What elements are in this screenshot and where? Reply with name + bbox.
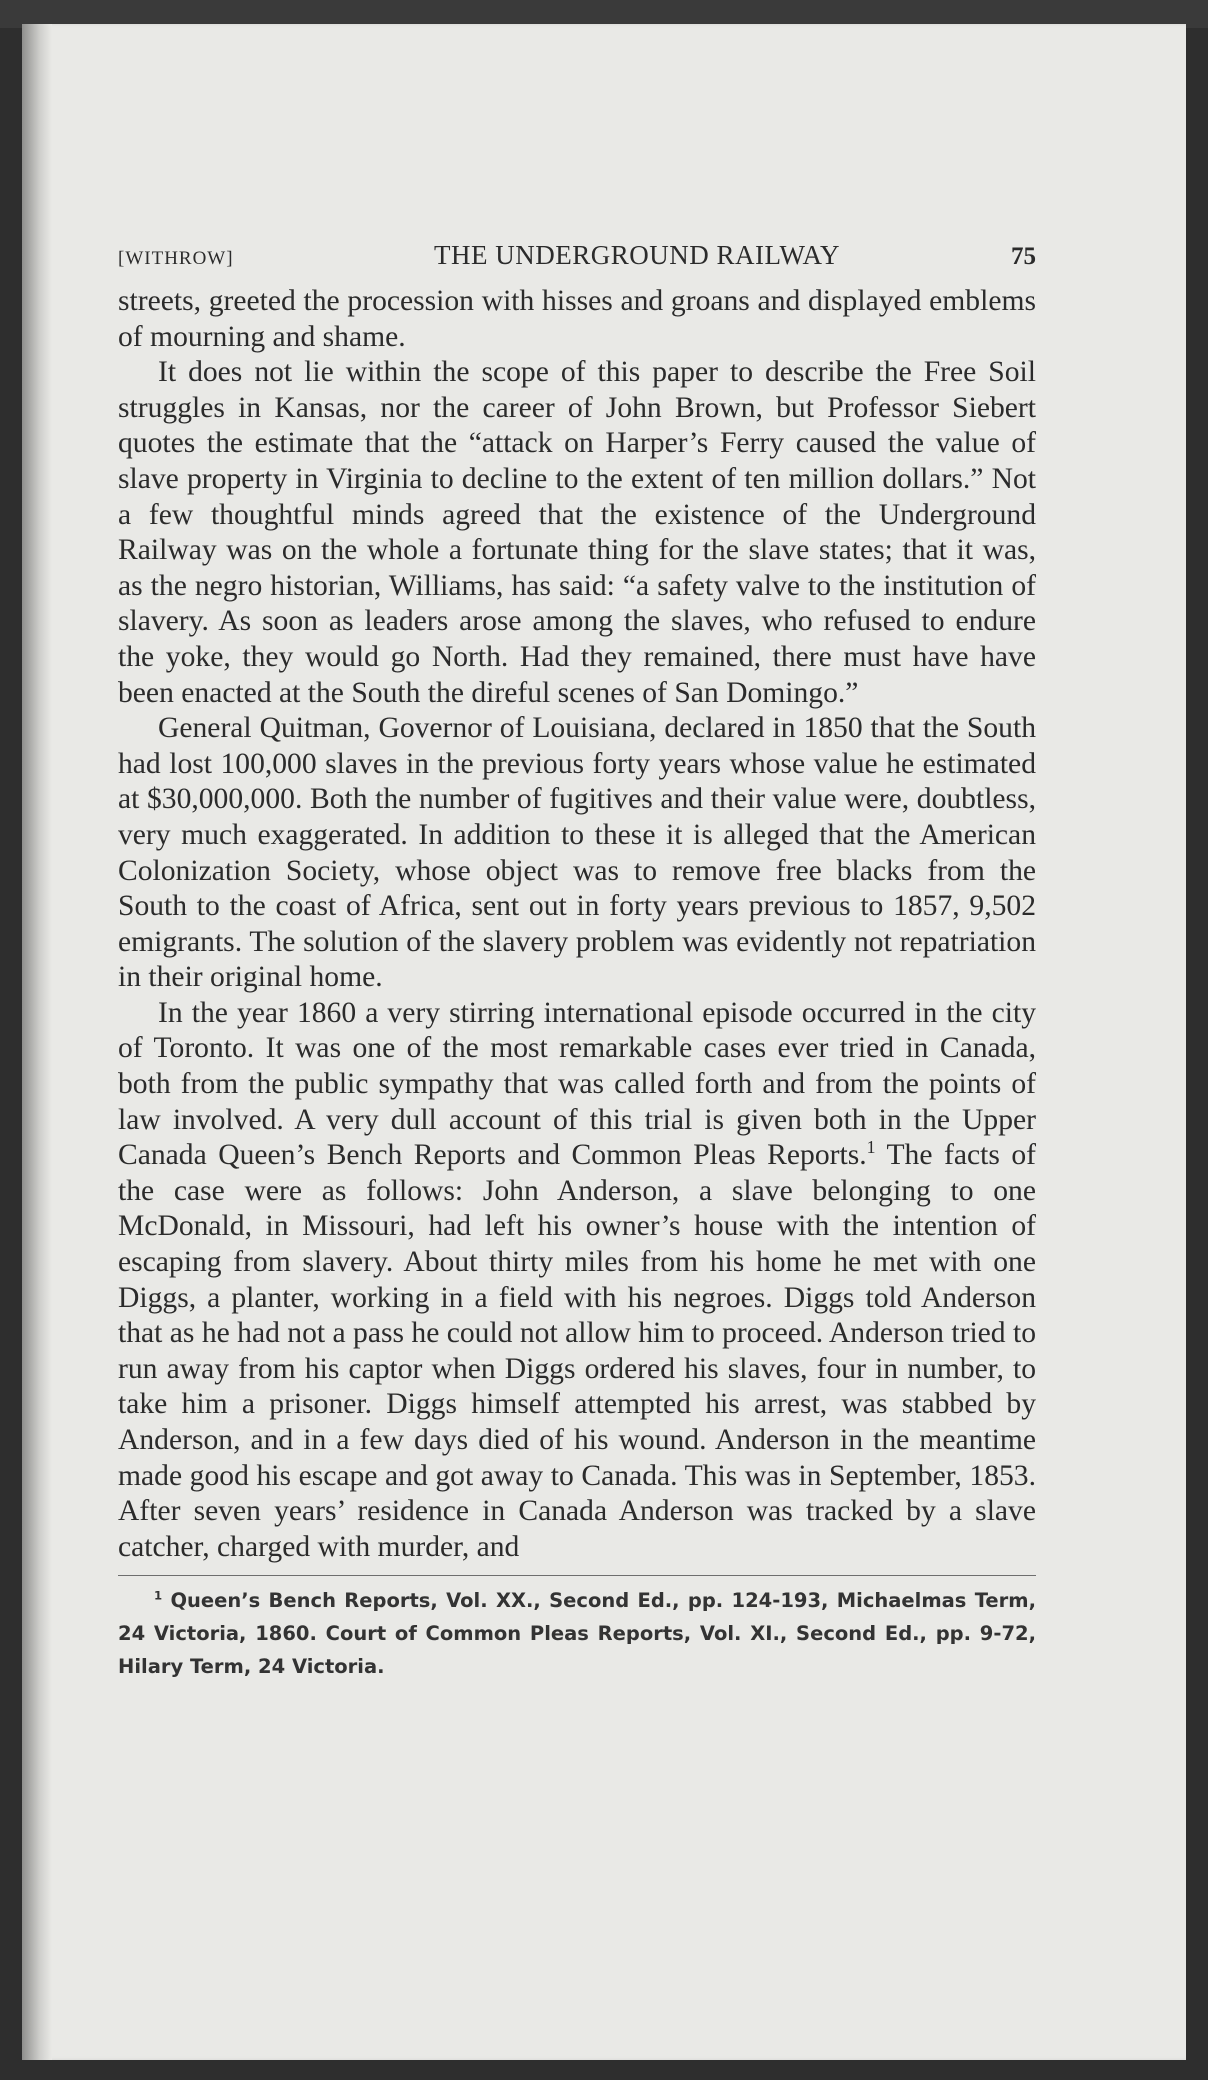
footnote-text: Queen’s Bench Reports, Vol. XX., Second Ed., pp. 124-193, Michaelmas Term, 24 Victoria, 1860. Court of Common Pleas Reports, Vol. XI., Second Ed., pp. 9-72, Hilary Term, 24 Victoria. [118,1589,1036,1679]
paragraph-1: streets, greeted the procession with hisses and groans and displayed emblems of mourning and shame. [118,285,1036,353]
running-head [118,240,1036,284]
paragraph-4 [118,996,1036,1566]
page-number: 75 [1010,243,1036,270]
page-content [118,240,1036,1683]
author-tag: [WITHROW] [118,248,234,269]
footnote-reference: 1 [866,1137,876,1158]
page-title: THE UNDERGROUND RAILWAY [434,240,840,270]
paragraph-3: General Quitman, Governor of Louisiana, declared in 1850 that the South had lost 100,000 slaves in the previous forty years whose value he estimated at $30,000,000. Both the number of fugitives and their value were, doubtless, very much exaggerated. In addition to these it is alleged that the American Colonization Society, whose object was to remove free blacks from the South to the coast of Africa, sent out in forty years previous to 1857, 9,502 emigrants. The solution of the slavery problem was evidently not repatriation in their original home. [118,712,1036,994]
paragraph-2: It does not lie within the scope of this paper to describe the Free Soil struggles in Kansas, nor the career of John Brown, but Professor Siebert quotes the estimate that the “attack on Harper’s Ferry caused the value of slave property in Virginia to decline to the extent of ten million dollars.” Not a few thoughtful minds agreed that the existence of the Underground Railway was on the whole a fortunate thing for the slave states; that it was, as the negro historian, Williams, has said: “a safety valve to the institution of slavery. As soon as leaders arose among the slaves, who refused to endure the yoke, they would go North. Had they remained, there must have have been enacted at the South the direful scenes of San Domingo.” [118,356,1036,709]
footnote-marker: 1 [154,1588,163,1603]
paragraph-4-continuation: The facts of the case were as follows: John Anderson, a slave belonging to one McDonald, in Missouri, had left his owner’s house with the intention of escaping from slavery. About thirty miles from his home he met with one Diggs, a planter, working in a field with his negroes. Diggs told Anderson that as he had not a pass he could not allow him to proceed. Anderson tried to run away from his captor when Diggs ordered his slaves, four in number, to take him a prisoner. Diggs himself attempted his arrest, was stabbed by Anderson, and in a few days died of his wound. Anderson in the meantime made good his escape and got away to Canada. This was in September, 1853. After seven years’ residence in Canada Anderson was tracked by a slave catcher, charged with murder, and [118,1139,1037,1563]
footnote [118,1584,1036,1683]
paragraph-4-text: In the year 1860 a very stirring international episode occurred in the city of Toronto. It was one of the most remarkable cases ever tried in Canada, both from the public sympathy that was called forth and from the points of law involved. A very dull account of this trial is given both in the Upper Canada Queen’s Bench Reports and Common Pleas Reports. [118,996,1036,1172]
footnote-divider [118,1575,1036,1576]
page-spine-shadow [22,24,52,2060]
